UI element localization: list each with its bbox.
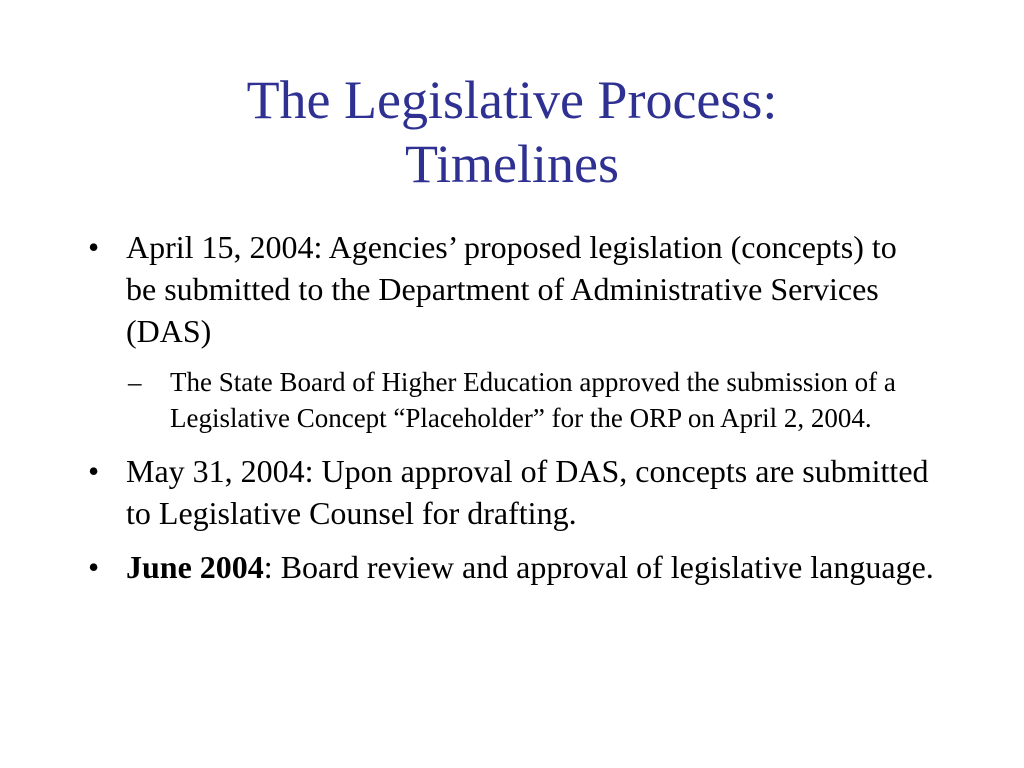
title-line-2: Timelines bbox=[404, 134, 620, 194]
bullet-text-2: May 31, 2004: Upon approval of DAS, concepts are submitted to Legislative Counsel for drafting. bbox=[126, 453, 929, 531]
bullet-text-1: April 15, 2004: Agencies’ proposed legislation (concepts) to be submitted to the Department of Administrative Services (DAS) bbox=[126, 229, 897, 349]
bullet-item-2 bbox=[84, 450, 934, 534]
bullet-item-1 bbox=[84, 226, 934, 352]
slide-body bbox=[84, 226, 934, 600]
title-line-1: The Legislative Process: bbox=[246, 70, 778, 130]
sub-bullet-marker: – bbox=[128, 367, 142, 397]
slide-title bbox=[80, 68, 944, 196]
sub-bullet-item-1 bbox=[84, 364, 934, 436]
bullet-item-3 bbox=[84, 546, 934, 588]
sub-bullet-text-1: The State Board of Higher Education approved the submission of a Legislative Concept “Placeholder” for the ORP on April 2, 2004. bbox=[170, 367, 896, 433]
bullet-marker: • bbox=[88, 229, 100, 265]
bullet-marker: • bbox=[88, 549, 100, 585]
bullet-text-3: : Board review and approval of legislative language. bbox=[263, 549, 934, 585]
bullet-marker: • bbox=[88, 453, 100, 489]
bullet-bold-date: June 2004 bbox=[126, 549, 264, 585]
